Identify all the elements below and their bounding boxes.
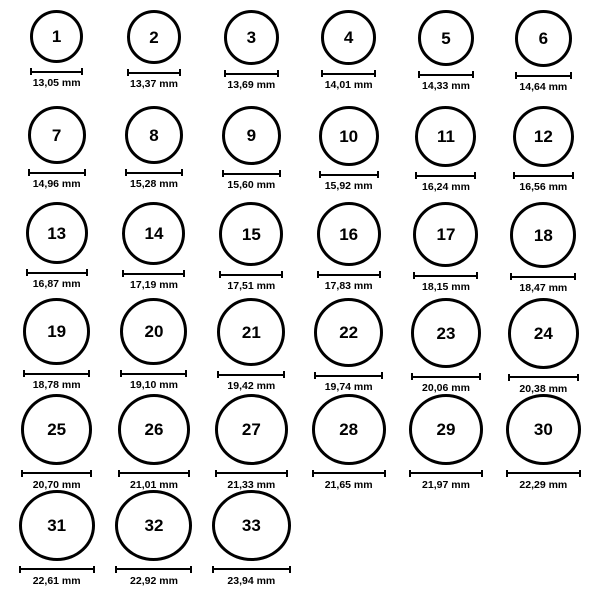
diameter-measure: [26, 269, 88, 290]
ring-size-cell[interactable]: [8, 298, 105, 394]
ring-size-number: 8: [149, 125, 159, 145]
measure-bar-icon: [508, 374, 579, 381]
ring-size-number: 26: [144, 419, 164, 439]
diameter-label: 13,37 mm: [130, 78, 178, 90]
measure-bar-icon: [217, 371, 285, 378]
ring-circle: [28, 106, 86, 164]
ring-size-number: 12: [533, 127, 553, 146]
ring-circle: [312, 394, 386, 465]
ring-size-cell[interactable]: [495, 202, 592, 298]
ring-size-cell[interactable]: [203, 202, 300, 298]
ring-size-grid: [8, 10, 592, 586]
diameter-measure: [321, 70, 376, 91]
ring-size-cell[interactable]: [300, 298, 397, 394]
diameter-label: 23,94 mm: [227, 574, 276, 587]
measure-bar-icon: [413, 272, 478, 279]
diameter-measure: [510, 273, 576, 294]
ring-size-number: 4: [343, 28, 354, 47]
measure-bar-icon: [224, 70, 279, 77]
diameter-measure: [411, 373, 481, 394]
empty-cell: [495, 490, 592, 586]
ring-size-cell[interactable]: [397, 202, 494, 298]
ring-size-number: 29: [436, 419, 456, 439]
ring-size-cell[interactable]: [8, 202, 105, 298]
ring-size-cell[interactable]: [203, 490, 300, 586]
measure-bar-icon: [28, 169, 86, 176]
measure-bar-icon: [314, 372, 383, 379]
diameter-label: 15,28 mm: [130, 178, 178, 190]
ring-circle: [413, 202, 478, 267]
ring-circle: [319, 106, 379, 166]
ring-size-cell[interactable]: [397, 10, 494, 106]
ring-size-number: 30: [533, 419, 553, 439]
diameter-measure: [222, 170, 281, 191]
diameter-measure: [219, 271, 283, 292]
diameter-label: 19,10 mm: [130, 379, 178, 391]
diameter-label: 13,69 mm: [227, 79, 276, 91]
measure-bar-icon: [506, 470, 581, 477]
diameter-label: 21,33 mm: [227, 478, 276, 491]
ring-size-cell[interactable]: [203, 10, 300, 106]
ring-circle: [127, 10, 181, 64]
measure-bar-icon: [30, 68, 83, 75]
ring-size-number: 1: [51, 27, 62, 46]
ring-size-number: 16: [339, 224, 359, 244]
diameter-label: 15,92 mm: [324, 180, 373, 192]
diameter-label: 20,70 mm: [32, 478, 81, 491]
measure-bar-icon: [409, 470, 483, 477]
measure-bar-icon: [26, 269, 88, 276]
diameter-label: 18,47 mm: [519, 282, 568, 294]
ring-size-cell[interactable]: [203, 298, 300, 394]
diameter-label: 20,06 mm: [422, 382, 470, 394]
measure-bar-icon: [127, 69, 181, 76]
diameter-measure: [415, 172, 476, 193]
diameter-label: 16,56 mm: [519, 181, 568, 193]
diameter-measure: [317, 271, 381, 292]
ring-size-number: 19: [47, 322, 67, 341]
measure-bar-icon: [513, 172, 574, 179]
ring-size-cell[interactable]: [495, 394, 592, 490]
measure-bar-icon: [23, 370, 90, 377]
ring-size-number: 18: [533, 225, 553, 245]
measure-bar-icon: [122, 270, 185, 277]
diameter-measure: [125, 169, 183, 190]
ring-circle: [23, 298, 90, 365]
diameter-measure: [118, 470, 190, 491]
ring-size-number: 6: [538, 29, 549, 48]
ring-size-cell[interactable]: [495, 106, 592, 202]
diameter-label: 14,33 mm: [422, 80, 470, 92]
diameter-measure: [19, 566, 95, 587]
ring-circle: [222, 106, 281, 165]
ring-circle: [19, 490, 95, 561]
ring-size-number: 15: [241, 224, 261, 244]
diameter-measure: [21, 470, 92, 491]
diameter-label: 14,64 mm: [519, 81, 568, 93]
ring-size-cell[interactable]: [8, 394, 105, 490]
ring-circle: [212, 490, 291, 561]
ring-circle: [115, 490, 192, 561]
ring-size-cell[interactable]: [203, 394, 300, 490]
diameter-measure: [312, 470, 386, 491]
ring-circle: [415, 106, 476, 167]
diameter-label: 19,42 mm: [227, 380, 276, 392]
diameter-measure: [413, 272, 478, 293]
diameter-label: 22,61 mm: [32, 574, 81, 587]
measure-bar-icon: [312, 470, 386, 477]
ring-circle: [217, 298, 285, 366]
ring-size-number: 32: [144, 515, 164, 535]
ring-circle: [125, 106, 183, 164]
ring-size-number: 3: [246, 28, 257, 47]
ring-size-cell[interactable]: [300, 106, 397, 202]
diameter-label: 14,96 mm: [32, 178, 81, 190]
ring-size-number: 21: [241, 322, 261, 342]
measure-bar-icon: [222, 170, 281, 177]
diameter-measure: [127, 69, 181, 90]
ring-size-cell[interactable]: [105, 394, 202, 490]
empty-cell: [300, 490, 397, 586]
ring-circle: [118, 394, 190, 465]
ring-size-number: 27: [241, 419, 261, 439]
ring-size-number: 31: [47, 515, 67, 535]
diameter-label: 21,65 mm: [324, 478, 373, 491]
diameter-measure: [314, 372, 383, 393]
measure-bar-icon: [125, 169, 183, 176]
diameter-measure: [30, 68, 83, 89]
diameter-label: 15,60 mm: [227, 179, 276, 191]
diameter-measure: [409, 470, 483, 491]
ring-size-cell[interactable]: [397, 298, 494, 394]
measure-bar-icon: [321, 70, 376, 77]
ring-size-cell[interactable]: [300, 202, 397, 298]
ring-size-cell[interactable]: [8, 10, 105, 106]
diameter-label: 16,24 mm: [422, 181, 470, 193]
diameter-measure: [515, 72, 572, 93]
diameter-measure: [508, 374, 579, 395]
diameter-label: 21,97 mm: [422, 478, 470, 491]
ring-size-cell[interactable]: [105, 298, 202, 394]
ring-circle: [122, 202, 185, 265]
ring-circle: [513, 106, 574, 167]
diameter-measure: [215, 470, 288, 491]
ring-size-cell[interactable]: [495, 298, 592, 394]
ring-size-number: 13: [47, 223, 67, 243]
diameter-label: 14,01 mm: [324, 79, 373, 91]
measure-bar-icon: [510, 273, 576, 280]
diameter-measure: [418, 71, 474, 92]
diameter-measure: [224, 70, 279, 91]
ring-size-number: 25: [47, 419, 67, 439]
ring-size-number: 28: [339, 419, 359, 439]
ring-size-cell[interactable]: [105, 202, 202, 298]
measure-bar-icon: [21, 470, 92, 477]
ring-size-number: 14: [144, 224, 164, 243]
diameter-label: 18,78 mm: [32, 379, 81, 391]
measure-bar-icon: [19, 566, 95, 573]
diameter-measure: [122, 270, 185, 291]
ring-size-number: 11: [436, 127, 455, 146]
ring-size-cell[interactable]: [300, 394, 397, 490]
ring-size-number: 24: [533, 323, 553, 343]
ring-circle: [418, 10, 474, 66]
ring-size-cell[interactable]: [203, 106, 300, 202]
ring-circle: [317, 202, 381, 266]
empty-cell: [397, 490, 494, 586]
measure-bar-icon: [215, 470, 288, 477]
ring-size-cell[interactable]: [105, 10, 202, 106]
measure-bar-icon: [120, 370, 187, 377]
ring-size-number: 20: [144, 322, 164, 341]
measure-bar-icon: [317, 271, 381, 278]
ring-circle: [321, 10, 376, 65]
ring-circle: [26, 202, 88, 264]
measure-bar-icon: [411, 373, 481, 380]
ring-size-number: 17: [436, 225, 456, 244]
measure-bar-icon: [118, 470, 190, 477]
ring-size-number: 22: [339, 323, 359, 342]
ring-size-cell[interactable]: [397, 394, 494, 490]
ring-circle: [30, 10, 83, 63]
diameter-label: 17,83 mm: [324, 280, 373, 292]
diameter-measure: [513, 172, 574, 193]
diameter-measure: [319, 171, 379, 192]
ring-size-number: 2: [149, 27, 159, 47]
ring-circle: [508, 298, 579, 369]
ring-size-number: 33: [241, 515, 261, 535]
ring-circle: [314, 298, 383, 367]
diameter-label: 22,92 mm: [130, 574, 178, 587]
ring-size-cell[interactable]: [495, 10, 592, 106]
diameter-label: 13,05 mm: [32, 77, 81, 89]
measure-bar-icon: [418, 71, 474, 78]
diameter-label: 18,15 mm: [422, 281, 470, 293]
diameter-measure: [217, 371, 285, 392]
ring-size-cell[interactable]: [300, 10, 397, 106]
measure-bar-icon: [415, 172, 476, 179]
diameter-label: 20,38 mm: [519, 382, 568, 395]
ring-size-cell[interactable]: [8, 490, 105, 586]
measure-bar-icon: [219, 271, 283, 278]
diameter-measure: [115, 566, 192, 587]
diameter-measure: [506, 470, 581, 491]
ring-size-number: 7: [51, 125, 62, 145]
diameter-measure: [23, 370, 90, 391]
ring-circle: [120, 298, 187, 365]
ring-size-cell[interactable]: [105, 106, 202, 202]
ring-size-cell[interactable]: [8, 106, 105, 202]
measure-bar-icon: [515, 72, 572, 79]
ring-size-number: 10: [339, 126, 359, 146]
ring-size-number: 5: [441, 28, 451, 48]
diameter-label: 16,87 mm: [32, 278, 81, 290]
measure-bar-icon: [212, 566, 291, 573]
ring-size-number: 9: [246, 126, 257, 145]
diameter-measure: [212, 566, 291, 587]
diameter-label: 19,74 mm: [324, 381, 373, 393]
ring-circle: [224, 10, 279, 65]
diameter-label: 21,01 mm: [130, 478, 178, 491]
ring-size-number: 23: [436, 323, 456, 343]
ring-circle: [515, 10, 572, 67]
diameter-label: 17,19 mm: [130, 279, 178, 291]
measure-bar-icon: [115, 566, 192, 573]
ring-size-cell[interactable]: [105, 490, 202, 586]
diameter-label: 17,51 mm: [227, 280, 276, 292]
diameter-measure: [120, 370, 187, 391]
diameter-measure: [28, 169, 86, 190]
diameter-label: 22,29 mm: [519, 478, 568, 491]
ring-circle: [510, 202, 576, 268]
ring-circle: [215, 394, 288, 465]
ring-circle: [21, 394, 92, 465]
ring-size-cell[interactable]: [397, 106, 494, 202]
ring-circle: [219, 202, 283, 266]
ring-circle: [411, 298, 481, 368]
measure-bar-icon: [319, 171, 379, 178]
ring-circle: [506, 394, 581, 465]
ring-circle: [409, 394, 483, 465]
